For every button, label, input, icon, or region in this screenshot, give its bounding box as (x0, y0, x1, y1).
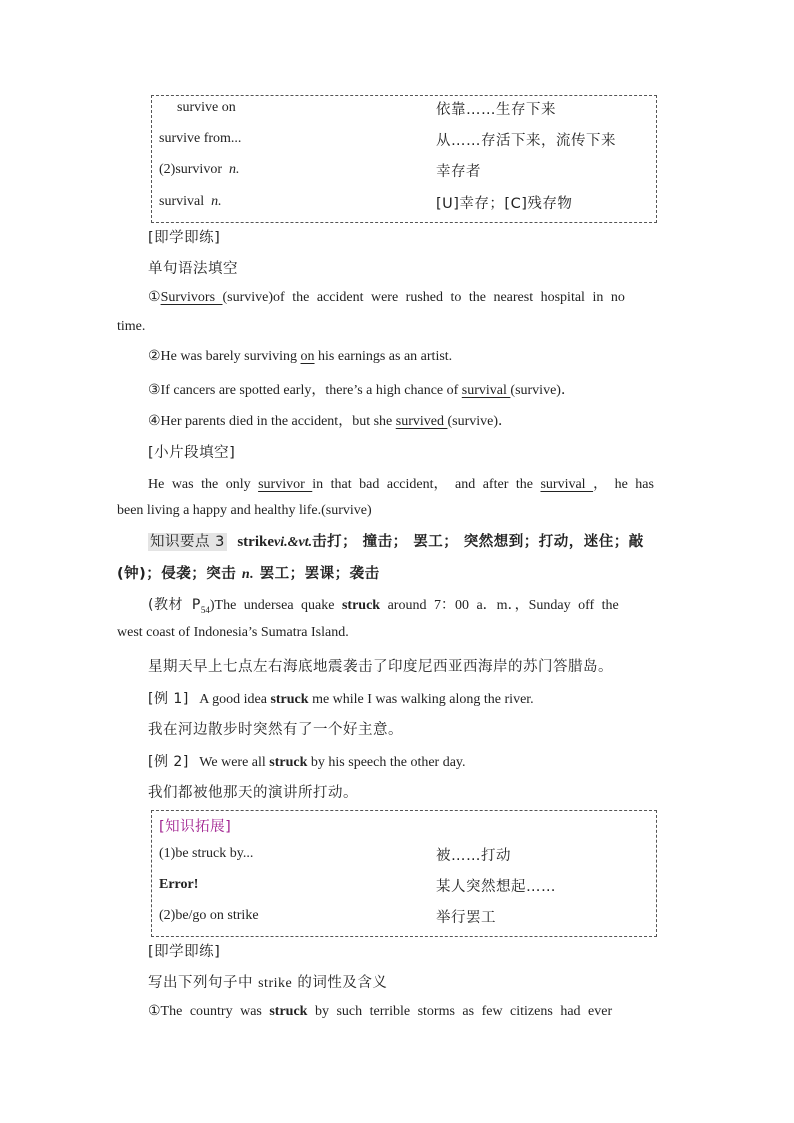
example2-a: We were all (199, 755, 270, 770)
box1-row4-pos: n. (211, 194, 222, 209)
practice1-heading: [即学即练] (148, 230, 221, 246)
point3-meanings2a: (钟)；侵袭；突击 (117, 566, 242, 582)
textbook-line2: west coast of Indonesia’s Sumatra Island. (117, 625, 349, 640)
fill-answer2: survival (540, 477, 594, 492)
p2q1-a: ①The country was (148, 1004, 270, 1019)
practice2-heading: [即学即练] (148, 944, 221, 960)
box1-row4-en (159, 194, 222, 210)
example2-word: struck (269, 755, 308, 770)
textbook-translation: 星期天早上七点左右海底地震袭击了印度尼西亚西海岸的苏门答腊岛。 (148, 659, 613, 675)
example2-label: [例 2] (148, 754, 189, 770)
practice1-q1 (148, 289, 625, 306)
example2-translation: 我们都被他那天的演讲所打动。 (148, 785, 358, 801)
practice2-title-word: strike (258, 976, 293, 991)
practice1-title: 单句语法填空 (148, 261, 238, 277)
textbook-a: )The undersea quake (209, 598, 342, 613)
example1-a: A good idea (199, 692, 271, 707)
fill-l1a: He was the only (148, 477, 259, 492)
box1-row3-en (159, 162, 240, 178)
example2-b: by his speech the other day. (307, 755, 466, 770)
example1 (148, 688, 534, 708)
box1-row3-pos: n. (229, 162, 240, 177)
practice2-title (148, 971, 387, 992)
q1-number: ① (148, 290, 161, 305)
point3-line2 (117, 562, 380, 583)
fill-line2: been living a happy and healthy life.(survive) (117, 503, 372, 518)
textbook-b: around 7：00 a．m．，Sunday off the (380, 598, 619, 613)
example1-label: [例 1] (148, 691, 189, 707)
fill-line1 (148, 473, 654, 493)
box2-row1-en: (1)be struck by... (159, 846, 254, 861)
p2q1-word: struck (269, 1004, 308, 1019)
p2q1-b: by such terrible storms as few citizens had ever (307, 1004, 613, 1019)
q2-post: his earnings as an artist. (314, 349, 453, 364)
example1-word: struck (270, 692, 309, 707)
box2-row2-cn: 某人突然想起…… (436, 879, 556, 895)
practice2-q1 (148, 1003, 612, 1020)
example2 (148, 751, 466, 771)
example1-b: me while I was walking along the river. (308, 692, 534, 707)
fill-l1b: in that bad accident， and after the (312, 477, 541, 492)
box2-row3-en: (2)be/go on strike (159, 908, 259, 923)
q1-text: (survive)of the accident were rushed to the nearest hospital in no (222, 290, 625, 305)
practice2-title-a: 写出下列句子中 (148, 975, 259, 991)
q3-post: (survive)． (510, 383, 575, 398)
q4-answer: survived (395, 414, 448, 429)
textbook-page: 54 (200, 604, 210, 615)
box1-row3-cn: 幸存者 (436, 164, 481, 180)
box1-row1-cn: 依靠……生存下来 (436, 102, 556, 118)
practice2-title-b: 的词性及含义 (292, 975, 388, 991)
q2-pre: ②He was barely surviving (148, 349, 301, 364)
q1-answer: Survivors (160, 290, 223, 305)
box2-row2-en: Error! (159, 877, 199, 892)
box1-row1-en: survive on (177, 100, 236, 115)
box1-row4-cn: [U]幸存；[C]残存物 (436, 196, 573, 212)
box1-row2-cn: 从……存活下来，流传下来 (436, 133, 616, 149)
point3-word: strike (237, 534, 275, 550)
fill-heading: [小片段填空] (148, 445, 236, 461)
q4-post: (survive)． (447, 414, 513, 429)
textbook-word: struck (341, 598, 381, 613)
practice1-q1-cont: time. (117, 319, 146, 334)
q4-pre: ④Her parents died in the accident，but she (148, 414, 396, 429)
example1-translation: 我在河边散步时突然有了一个好主意。 (148, 722, 403, 738)
point3-pos1: vi.&vt. (274, 535, 313, 550)
q2-answer: on (300, 349, 315, 364)
box1-row3-word: (2)survivor (159, 162, 222, 177)
box1-row4-word: survival (159, 194, 205, 209)
textbook-line1 (148, 594, 619, 615)
box1-row2-en: survive from... (159, 131, 242, 146)
practice1-q2 (148, 348, 452, 365)
textbook-pre: (教材 P (148, 597, 201, 613)
q3-pre: ③If cancers are spotted early，there’s a high chance of (148, 383, 462, 398)
q3-answer: survival (461, 383, 511, 398)
point3-line1 (148, 530, 644, 551)
point3-pos2: n. (241, 567, 255, 582)
fill-answer1: survivor (258, 477, 313, 492)
box2-row1-cn: 被……打动 (436, 848, 511, 864)
practice1-q4 (148, 410, 512, 430)
box2-heading: [知识拓展] (159, 819, 232, 835)
practice1-q3 (148, 379, 575, 399)
box2-row3-cn: 举行罢工 (436, 910, 496, 926)
fill-l1c: ， he has (593, 477, 654, 492)
point3-label: 知识要点 3 (150, 534, 225, 550)
point3-meanings2b: 罢工；罢课；袭击 (259, 566, 380, 582)
point3-meanings1: 击打； 撞击； 罢工； 突然想到；打动，迷住；敲 (312, 534, 644, 550)
